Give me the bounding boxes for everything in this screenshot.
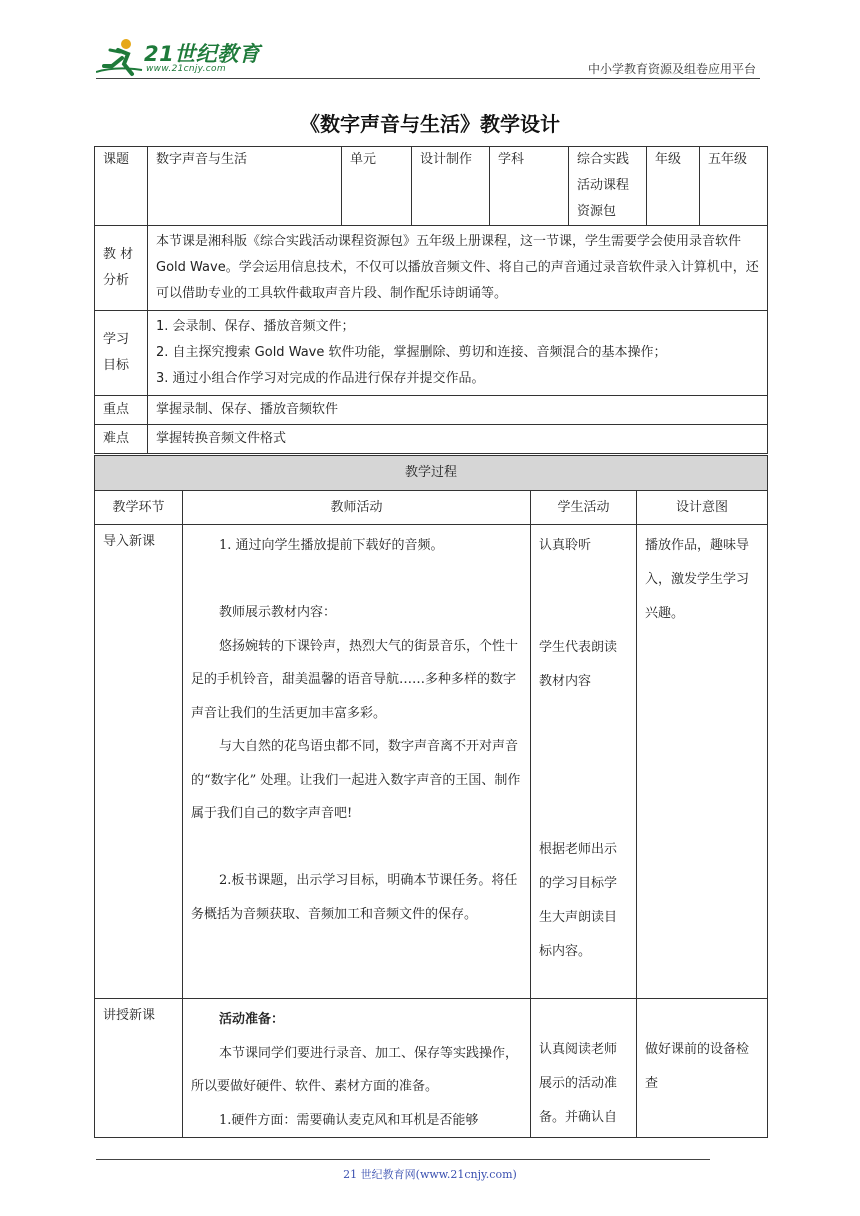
subject-value: 综合实践活动课程资源包 bbox=[569, 147, 647, 226]
process-section-title: 教学过程 bbox=[95, 456, 768, 491]
grade-value: 五年级 bbox=[700, 147, 768, 226]
student-activity-intro bbox=[531, 525, 637, 999]
teaching-process-table bbox=[94, 455, 768, 1138]
platform-name: 中小学教育资源及组卷应用平台 bbox=[587, 62, 756, 76]
column-header-teacher: 教师活动 bbox=[183, 491, 531, 525]
column-header-intent: 设计意图 bbox=[637, 491, 768, 525]
teacher-step-2: 2.板书课题，出示学习目标，明确本节课任务。将任务概括为音频获取、音频加工和音频文件的保存。 bbox=[191, 873, 518, 922]
activity-prep-paragraph: 本节课同学们要进行录音、加工、保存等实践操作，所以要做好硬件、软件、素材方面的准备。 bbox=[191, 1045, 519, 1094]
difficulty-text: 掌握转换音频文件格式 bbox=[148, 425, 768, 454]
student-activity-prep: 认真阅读老师展示的活动准备。并确认自 bbox=[539, 1042, 618, 1125]
design-intent-intro bbox=[637, 525, 768, 999]
goals-label: 学习 目标 bbox=[95, 311, 148, 396]
analysis-label: 教 材 分析 bbox=[95, 226, 148, 311]
teacher-paragraph-1: 悠扬婉转的下课铃声，热烈大气的街景音乐，个性十足的手机铃音，甜美温馨的语音导航……多种多样的数字声音让我们的生活更加丰富多彩。 bbox=[191, 638, 519, 721]
student-activity-teaching bbox=[531, 999, 637, 1138]
student-activity-listen: 认真聆听 bbox=[539, 538, 592, 553]
unit-label: 单元 bbox=[342, 147, 412, 226]
topic-label: 课题 bbox=[95, 147, 148, 226]
lesson-info-table bbox=[94, 146, 768, 454]
unit-value: 设计制作 bbox=[412, 147, 490, 226]
goals-list bbox=[148, 311, 768, 396]
design-intent-prep: 做好课前的设备检查 bbox=[645, 1042, 750, 1091]
column-header-stage: 教学环节 bbox=[95, 491, 183, 525]
design-intent-teaching bbox=[637, 999, 768, 1138]
column-header-student: 学生活动 bbox=[531, 491, 637, 525]
grade-label: 年级 bbox=[647, 147, 700, 226]
teacher-step-1: 1. 通过向学生播放提前下载好的音频。 bbox=[219, 538, 444, 553]
goal-item: 2. 自主探究搜索 Gold Wave 软件功能，掌握删除、剪切和连接、音频混合的基本操作； bbox=[156, 345, 667, 360]
topic-value: 数字声音与生活 bbox=[148, 147, 342, 226]
student-activity-read: 学生代表朗读教材内容 bbox=[539, 640, 618, 689]
student-activity-goals: 根据老师出示的学习目标学生大声朗读目标内容。 bbox=[539, 842, 618, 959]
stage-intro: 导入新课 bbox=[95, 525, 183, 999]
goal-item: 3. 通过小组合作学习对完成的作品进行保存并提交作品。 bbox=[156, 371, 485, 386]
key-point-label: 重点 bbox=[95, 396, 148, 425]
hardware-prep-paragraph: 1.硬件方面：需要确认麦克风和耳机是否能够 bbox=[219, 1112, 479, 1128]
difficulty-label: 难点 bbox=[95, 425, 148, 454]
footer-text: 21 世纪教育网(www.21cnjy.com) bbox=[343, 1168, 517, 1181]
document-title: 《数字声音与生活》教学设计 bbox=[300, 112, 560, 136]
teacher-activity-teaching bbox=[183, 999, 531, 1138]
analysis-text: 本节课是湘科版《综合实践活动课程资源包》五年级上册课程，这一节课，学生需要学会使用录音软件 Gold Wave。学会运用信息技术，不仅可以播放音频文件、将自己的声音通过录音软件录入计算机中，还可以借助专业的工具软件截取声音片段、制作配乐诗朗诵等。 bbox=[148, 226, 768, 311]
goal-item: 1. 会录制、保存、播放音频文件； bbox=[156, 319, 355, 334]
stage-teaching: 讲授新课 bbox=[95, 999, 183, 1138]
key-point-text: 掌握录制、保存、播放音频软件 bbox=[148, 396, 768, 425]
teacher-activity-intro bbox=[183, 525, 531, 999]
runner-logo-icon bbox=[96, 36, 144, 78]
teacher-paragraph-2: 与大自然的花鸟语虫都不同，数字声音离不开对声音的“数字化” 处理。让我们一起进入数字声音的王国、制作属于我们自己的数字声音吧! bbox=[191, 739, 521, 821]
activity-prep-heading: 活动准备： bbox=[219, 1012, 285, 1027]
teacher-show-material: 教师展示教材内容： bbox=[219, 605, 337, 620]
header-divider bbox=[96, 78, 760, 79]
logo-url: www.21cnjy.com bbox=[146, 64, 226, 74]
logo-text: 21世纪教育 bbox=[144, 42, 261, 66]
logo bbox=[96, 36, 266, 78]
footer-divider bbox=[96, 1159, 710, 1160]
design-intent-text: 播放作品，趣味导入，激发学生学习兴趣。 bbox=[645, 538, 750, 621]
page-header bbox=[96, 36, 758, 78]
subject-label: 学科 bbox=[490, 147, 569, 226]
